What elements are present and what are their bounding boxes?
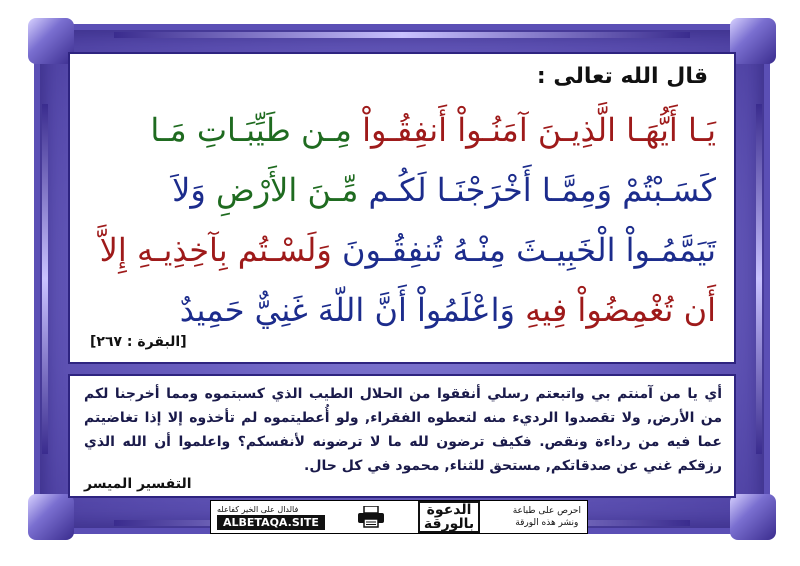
print-appeal-line: احرص على طباعة bbox=[512, 506, 581, 516]
surah-reference: [البقرة : ٢٦٧] bbox=[90, 334, 187, 350]
verse-segment: مِـن طَيِّبَـاتِ مَـا bbox=[150, 111, 363, 149]
dawah-logo bbox=[418, 501, 480, 533]
footer-hint: فالدال على الخير كفاعله bbox=[217, 504, 299, 514]
tafsir-text: أي يا من آمنتم بي واتبعتم رسلي أنفقوا من الحلال الطيب الذي كسبتموه ومما أخرجنا لكم من الأرض, ولا تقصدوا الرديء منه لتعطوه الفقراء, ولو أُعطيتموه لم تأخذوه إلا إذا تغاضيتم عما فيه من رداءة ونقص. فكيف ترضون لله ما لا ترضونه لأنفسكم؟ واعلموا أن الله الذي رزقكم غني عن صدقاتكم, مستحق للثناء, محمود في كل حال. bbox=[84, 386, 722, 474]
printer-icon bbox=[357, 506, 385, 528]
verse-segment: مِّـنَ الأَرْضِ bbox=[216, 171, 369, 209]
verse-segment: يَـا أَيُّهَـا الَّذِيـنَ آمَنُـواْ أَنفِقُـواْ bbox=[362, 111, 716, 149]
frame-edge bbox=[114, 32, 690, 38]
logo-line: الدعوة bbox=[426, 502, 472, 518]
tafsir-source: التفسير الميسر bbox=[84, 476, 192, 492]
footer-banner bbox=[210, 500, 588, 534]
verse-segment: تَيَمَّمُـواْ الْخَبِيـثَ مِنْـهُ تُنفِقُـونَ bbox=[342, 231, 716, 269]
footer-site-block bbox=[217, 505, 325, 530]
verse-segment: وَلاَ bbox=[172, 171, 217, 209]
print-appeal-line: ونشر هذه الورقة bbox=[515, 518, 579, 528]
frame-corner bbox=[730, 494, 776, 540]
site-link[interactable]: ALBETAQA.SITE bbox=[217, 515, 325, 530]
verse-segment: وَلَسْـتُم بِآخِذِيـهِ إِلاَّ bbox=[99, 231, 343, 269]
verse-panel bbox=[68, 52, 736, 364]
frame-edge bbox=[42, 104, 48, 454]
verse-line bbox=[88, 220, 716, 280]
frame-edge bbox=[756, 104, 762, 454]
logo-line: بالورقة bbox=[423, 516, 475, 532]
verse-line bbox=[88, 100, 716, 160]
verse-segment: كَسَـبْتُمْ وَمِمَّـا أَخْرَجْنَـا لَكُـم bbox=[368, 171, 716, 209]
quran-verse bbox=[88, 100, 716, 340]
verse-segment: وَاعْلَمُواْ أَنَّ اللّهَ غَنِيٌّ حَمِيدٌ bbox=[179, 291, 526, 329]
verse-segment: أَن تُغْمِضُواْ فِيهِ bbox=[525, 291, 716, 329]
verse-heading: قال الله تعالى : bbox=[536, 64, 708, 89]
print-appeal bbox=[513, 505, 581, 529]
frame-corner bbox=[28, 494, 74, 540]
tafsir-panel bbox=[68, 374, 736, 498]
verse-line bbox=[88, 160, 716, 220]
frame-corner bbox=[730, 18, 776, 64]
verse-line bbox=[88, 280, 716, 340]
